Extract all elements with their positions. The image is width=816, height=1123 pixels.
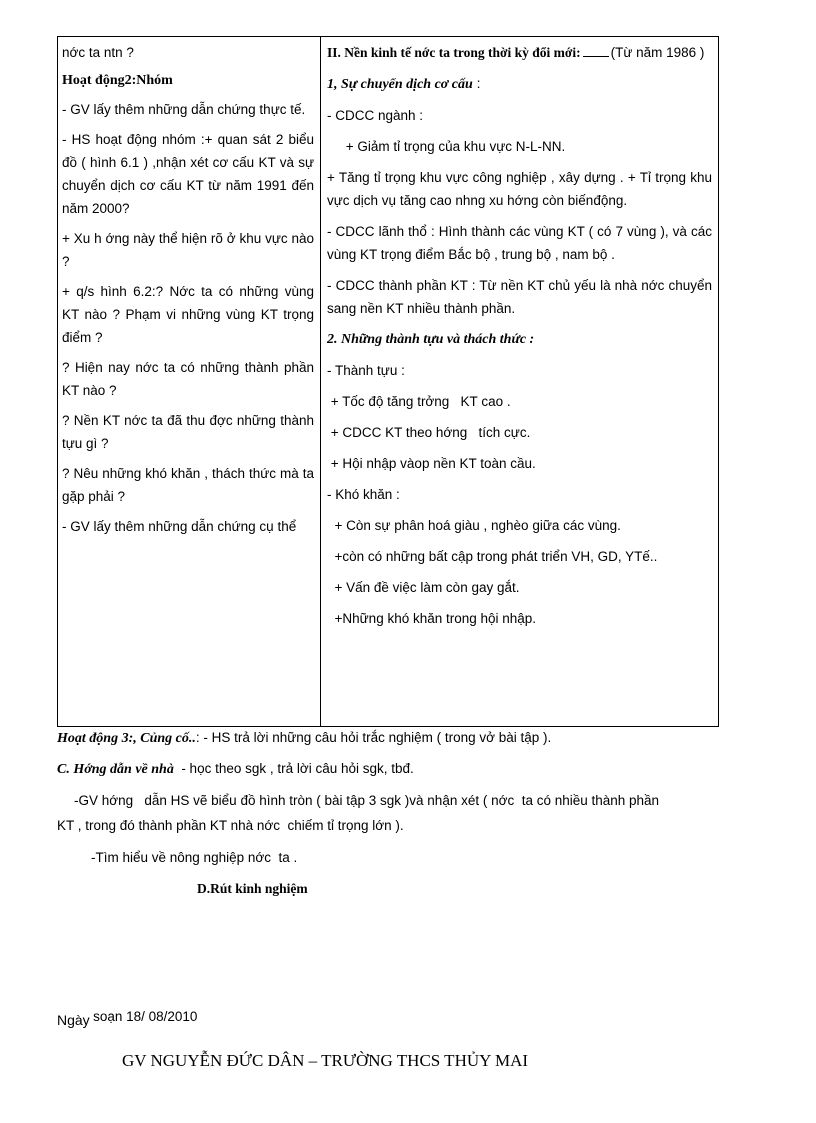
gv-instruction-line-2: KT , trong đó thành phần KT nhà nớc chiếm tỉ trọng lớn ). xyxy=(57,818,404,833)
right-line: +Những khó khăn trong hội nhập. xyxy=(327,611,537,626)
homework-line xyxy=(57,761,414,778)
right-line: - CDCC lãnh thổ : Hình thành các vùng KT ( có 7 vùng ), và các vùng KT trọng điểm Bắc bộ , trung bộ , nam bộ . xyxy=(327,224,712,262)
left-line: - GV lấy thêm những dẫn chứng cụ thể xyxy=(62,519,297,534)
activity-2-heading: Hoạt động2:Nhóm xyxy=(62,73,173,88)
left-line: ? Nền KT nớc ta đã thu đợc những thành tựu gì ? xyxy=(62,413,314,451)
left-column xyxy=(58,37,321,727)
left-line: - GV lấy thêm những dẫn chứng thực tế. xyxy=(62,102,306,117)
right-line: + Tốc độ tăng trởng KT cao . xyxy=(327,394,511,409)
section-title-bold: II. Nền kinh tế nớc ta trong thời kỳ đổi mới: xyxy=(327,45,581,60)
right-column xyxy=(321,37,719,727)
right-line: - CDCC ngành : xyxy=(327,108,424,123)
gv-instruction-line-1: -GV hớng dẫn HS vẽ biểu đồ hình tròn ( bài tập 3 sgk )và nhận xét ( nớc ta có nhiều thành phần xyxy=(74,793,660,808)
date-line xyxy=(57,1009,198,1029)
underline-blank xyxy=(583,47,609,57)
right-line: - Thành tựu : xyxy=(327,363,405,378)
right-line: + Còn sự phân hoá giàu , nghèo giữa các vùng. xyxy=(327,518,621,533)
section-title-rest: (Từ năm 1986 ) xyxy=(610,45,705,60)
section-2-title xyxy=(327,41,712,64)
date-label: Ngày xyxy=(57,1012,90,1028)
homework-label: C. Hớng dẫn về nhà xyxy=(57,762,174,777)
activity-3-label: Hoạt động 3:, Củng cố.. xyxy=(57,731,196,746)
experience-heading: D.Rút kinh nghiệm xyxy=(197,881,308,896)
subsection-1-heading: 1, Sự chuyển dịch cơ cấu : xyxy=(327,75,481,92)
right-line: +còn có những bất cập trong phát triển VH, GD, YTế.. xyxy=(327,549,658,564)
right-line: + Vấn đề việc làm còn gay gắt. xyxy=(327,580,520,595)
right-line: + Giảm tỉ trọng của khu vực N-L-NN. xyxy=(327,139,566,154)
lesson-table xyxy=(57,36,719,727)
left-line: - HS hoạt động nhóm :+ quan sát 2 biểu đồ ( hình 6.1 ) ,nhận xét cơ cấu KT và sự chuyển dịch cơ cấu KT từ năm 1991 đến năm 2000? xyxy=(62,132,314,216)
subsection-2-heading: 2. Những thành tựu và thách thức : xyxy=(327,332,535,347)
left-line: + q/s hình 6.2:? Nớc ta có những vùng KT nào ? Phạm vi những vùng KT trọng điểm ? xyxy=(62,284,314,345)
left-line: + Xu h ớng này thể hiện rõ ở khu vực nào ? xyxy=(62,231,314,269)
right-line: + Tăng tỉ trọng khu vực công nghiệp , xây dựng . + Tỉ trọng khu vực dịch vụ tăng cao nhng xu hớng còn biếnđộng. xyxy=(327,170,712,208)
left-line: nớc ta ntn ? xyxy=(62,45,134,60)
left-line: ? Nêu những khó khăn , thách thức mà ta gặp phải ? xyxy=(62,466,314,504)
right-line: + CDCC KT theo hớng tích cực. xyxy=(327,425,531,440)
activity-3-line xyxy=(57,730,551,747)
activity-3-text: : - HS trả lời những câu hỏi trắc nghiệm ( trong vở bài tập ). xyxy=(195,730,552,745)
right-line: - CDCC thành phần KT : Từ nền KT chủ yếu là nhà nớc chuyển sang nền KT nhiều thành phần. xyxy=(327,278,712,316)
right-line: + Hội nhập vàop nền KT toàn cầu. xyxy=(327,456,536,471)
right-line: - Khó khăn : xyxy=(327,487,400,502)
page-footer: GV NGUYỄN ĐỨC DÂN – TRƯỜNG THCS THỦY MAI xyxy=(122,1051,529,1070)
left-line: ? Hiện nay nớc ta có những thành phần KT nào ? xyxy=(62,360,314,398)
date-value: soạn 18/ 08/2010 xyxy=(93,1009,198,1024)
research-line: -Tìm hiểu về nông nghiệp nớc ta . xyxy=(91,850,298,865)
homework-text: - học theo sgk , trả lời câu hỏi sgk, tbđ. xyxy=(173,761,414,776)
